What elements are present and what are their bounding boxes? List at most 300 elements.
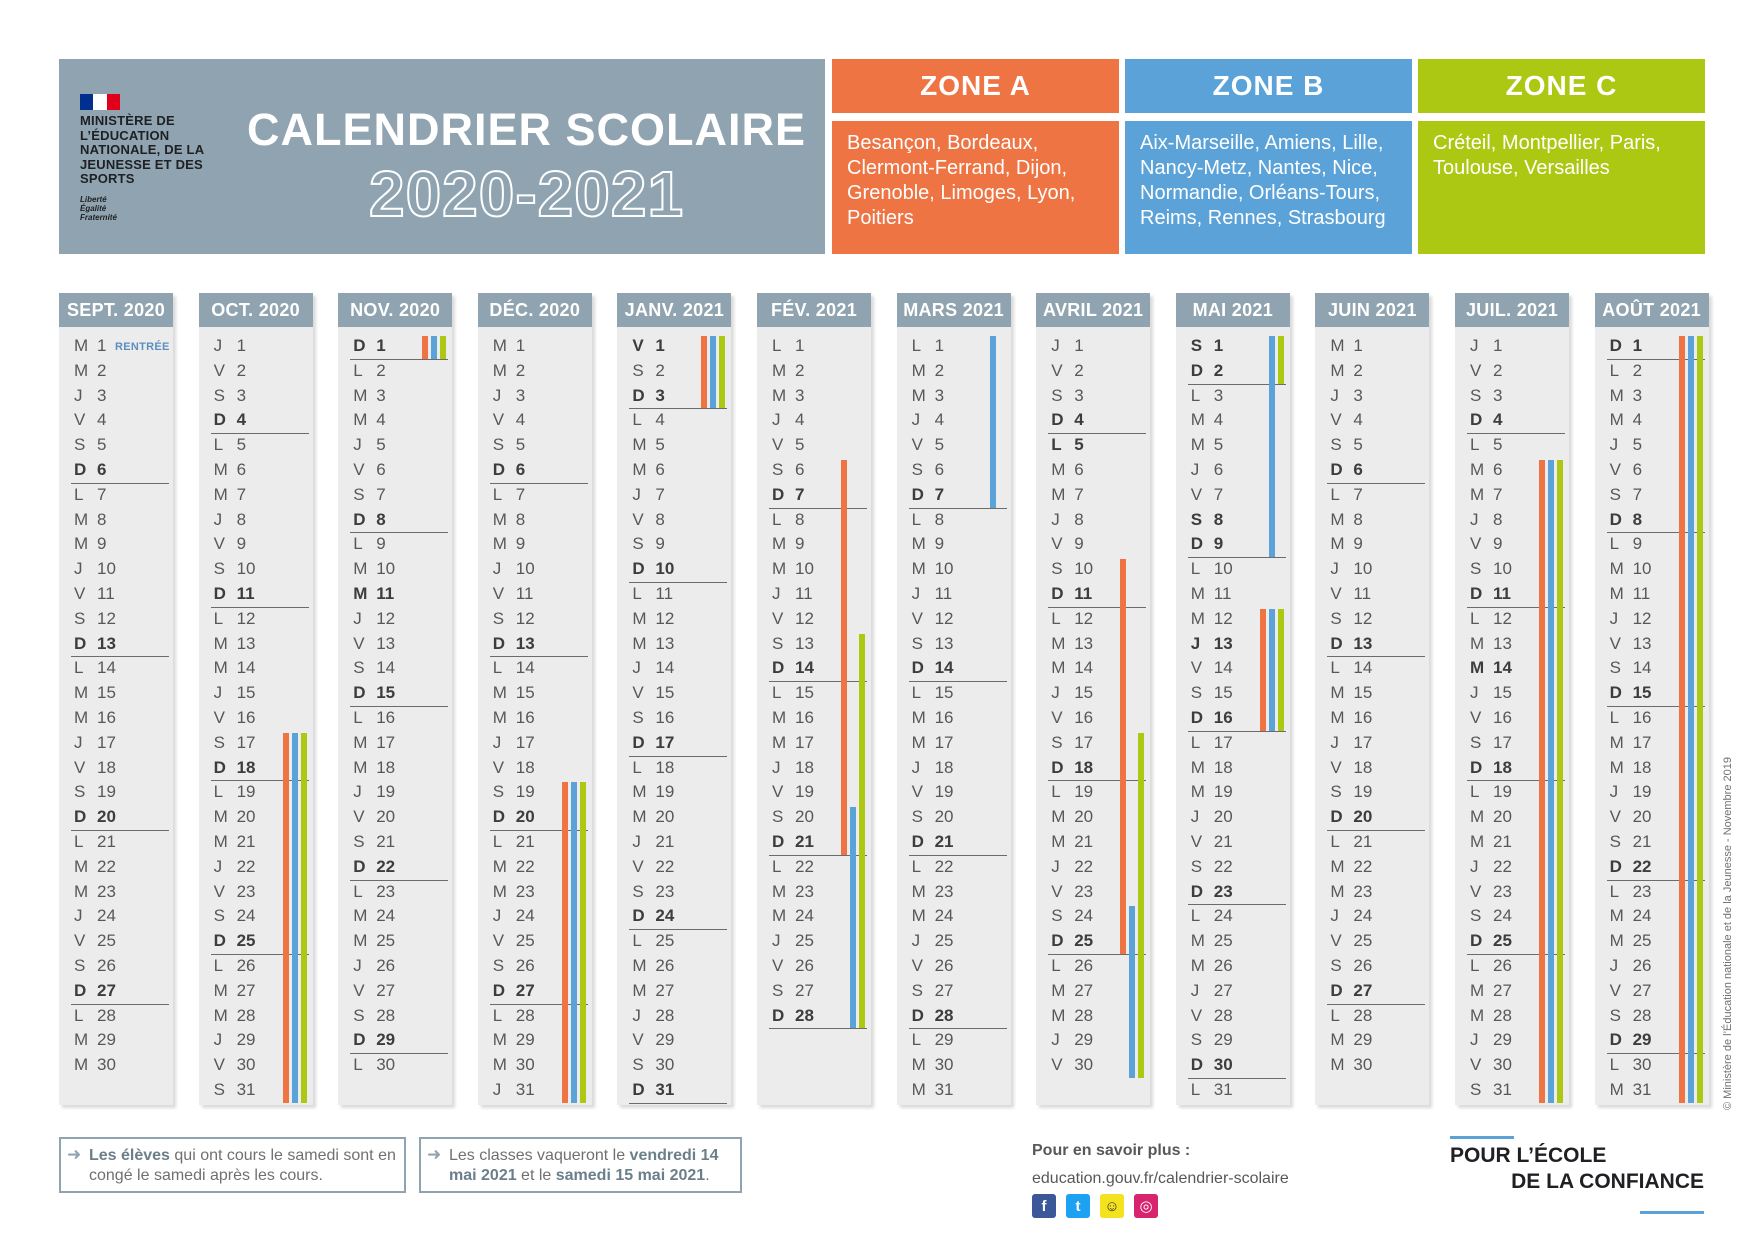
day-number: 16	[236, 708, 256, 727]
weekday-letter: J	[911, 757, 921, 777]
weekday-letter: L	[1470, 608, 1480, 628]
weekday-letter: V	[772, 608, 784, 628]
weekday-letter: M	[1051, 1005, 1066, 1025]
day-row	[897, 855, 1011, 880]
day-number: 22	[795, 856, 814, 876]
weekday-letter: D	[213, 757, 226, 777]
day-row	[338, 582, 452, 607]
day-row	[1315, 359, 1429, 384]
rentree-label: RENTRÉE	[115, 341, 170, 353]
day-row	[478, 433, 592, 458]
month-column	[59, 293, 173, 1105]
day-number: 10	[1632, 559, 1652, 579]
weekday-letter: D	[353, 856, 366, 876]
weekday-letter: L	[1190, 559, 1201, 579]
day-number: 28	[515, 1005, 535, 1025]
day-row	[1176, 805, 1290, 830]
day-number: 6	[934, 460, 945, 479]
day-row	[338, 1004, 452, 1029]
day-number: 21	[934, 832, 954, 851]
weekday-letter: D	[772, 832, 785, 851]
weekday-letter: S	[74, 435, 86, 455]
day-number: 29	[934, 1030, 954, 1050]
day-row	[1036, 433, 1150, 458]
weekday-letter: D	[74, 980, 87, 1000]
day-number: 25	[1493, 931, 1512, 951]
day-row	[478, 731, 592, 756]
day-row	[1315, 681, 1429, 706]
arrow-right-icon: ➜	[67, 1145, 82, 1164]
day-row	[1315, 731, 1429, 756]
day-number: 19	[1074, 782, 1094, 802]
weekday-letter: S	[632, 881, 644, 901]
day-number: 29	[515, 1030, 535, 1050]
day-row	[1315, 508, 1429, 533]
day-row	[1315, 830, 1429, 855]
day-number: 23	[97, 881, 116, 901]
day-row	[757, 607, 871, 632]
weekday-letter: M	[1609, 931, 1624, 951]
weekday-letter: V	[213, 881, 225, 901]
day-row	[1315, 483, 1429, 508]
day-row	[1315, 582, 1429, 607]
day-number: 31	[236, 1080, 256, 1099]
day-number: 29	[1213, 1030, 1233, 1050]
weekday-letter: M	[1609, 559, 1624, 579]
day-number: 30	[97, 1055, 116, 1075]
weekday-letter: V	[1330, 410, 1342, 430]
weekday-letter: M	[1470, 484, 1485, 504]
day-row	[897, 756, 1011, 781]
day-number: 30	[655, 1055, 675, 1075]
weekday-letter: J	[74, 385, 83, 405]
day-number: 9	[236, 534, 247, 554]
day-number: 30	[236, 1055, 256, 1075]
weekday-letter: S	[632, 1055, 644, 1075]
day-row	[1036, 830, 1150, 855]
day-number: 28	[1213, 1005, 1233, 1025]
weekday-letter: S	[911, 980, 923, 1000]
weekday-letter: M	[1609, 410, 1624, 430]
day-number: 19	[515, 782, 535, 802]
month-header: OCT. 2020	[199, 293, 313, 327]
day-number: 27	[97, 980, 116, 1000]
weekday-letter: D	[1470, 410, 1483, 430]
weekday-letter: L	[911, 856, 922, 876]
day-number: 20	[1632, 807, 1652, 827]
day-number: 1	[1213, 336, 1224, 355]
day-number: 28	[1353, 1005, 1373, 1025]
weekday-letter: D	[353, 336, 366, 355]
day-row	[1036, 508, 1150, 533]
day-row	[338, 384, 452, 409]
month-header: DÉC. 2020	[478, 293, 592, 327]
day-row	[617, 508, 731, 533]
day-number: 18	[1213, 757, 1233, 777]
weekday-letter: J	[492, 732, 502, 752]
day-number: 2	[97, 360, 107, 380]
day-number: 2	[795, 360, 805, 380]
day-row	[338, 904, 452, 929]
weekday-letter: M	[74, 509, 89, 529]
day-row	[1176, 830, 1290, 855]
day-number: 21	[795, 832, 814, 851]
weekday-letter: M	[772, 385, 787, 405]
day-row	[757, 384, 871, 409]
day-number: 4	[1632, 410, 1643, 430]
day-number: 2	[236, 360, 247, 380]
day-row	[59, 508, 173, 533]
weekday-letter: J	[492, 906, 502, 926]
weekday-letter: V	[772, 956, 784, 975]
day-row	[338, 656, 452, 681]
day-number: 21	[1074, 832, 1094, 851]
day-number: 23	[1353, 881, 1373, 901]
day-row	[1315, 780, 1429, 805]
day-number: 28	[934, 1005, 954, 1025]
weekday-letter: J	[213, 509, 223, 529]
weekday-letter: L	[772, 856, 782, 876]
day-row	[617, 483, 731, 508]
day-number: 16	[97, 708, 116, 727]
day-row	[1036, 855, 1150, 880]
day-number: 16	[1493, 708, 1512, 727]
day-number: 13	[1493, 633, 1512, 653]
day-number: 2	[515, 360, 526, 380]
day-row	[1036, 805, 1150, 830]
day-number: 27	[515, 980, 535, 1000]
month-header: MAI 2021	[1176, 293, 1290, 327]
weekday-letter: L	[1190, 906, 1201, 926]
weekday-letter: V	[1330, 757, 1342, 777]
day-row	[757, 408, 871, 433]
weekday-letter: S	[1330, 782, 1342, 802]
day-number: 15	[1493, 683, 1512, 703]
zone-b-title: ZONE B	[1125, 59, 1412, 113]
day-row	[757, 756, 871, 781]
day-number: 8	[236, 509, 247, 529]
weekday-letter: M	[353, 732, 368, 752]
weekday-letter: S	[74, 782, 86, 802]
weekday-letter: S	[1190, 1030, 1203, 1050]
day-number: 11	[795, 584, 813, 603]
day-number: 12	[795, 608, 814, 628]
weekday-letter: S	[353, 832, 365, 851]
vacation-bar-zone-b	[1269, 609, 1275, 731]
day-row	[757, 359, 871, 384]
day-row	[59, 607, 173, 632]
day-row	[59, 557, 173, 582]
weekday-letter: M	[213, 980, 228, 1000]
day-number: 3	[1493, 385, 1503, 405]
day-row	[478, 359, 592, 384]
day-row	[59, 805, 173, 830]
day-row	[338, 929, 452, 954]
weekday-letter: M	[911, 732, 926, 752]
day-row	[1455, 408, 1569, 433]
weekday-letter: M	[492, 509, 507, 529]
day-number: 22	[236, 856, 256, 876]
day-number: 20	[1074, 807, 1094, 827]
day-row	[59, 408, 173, 433]
day-row	[59, 532, 173, 557]
day-number: 22	[1493, 856, 1512, 876]
day-row	[478, 656, 592, 681]
day-row	[59, 706, 173, 731]
vacation-bar-zone-c	[859, 634, 865, 1029]
day-number: 9	[1493, 534, 1503, 554]
day-number: 14	[376, 658, 396, 678]
slogan-line-1: POUR L’ÉCOLE	[1450, 1144, 1607, 1167]
day-number: 12	[1632, 608, 1652, 628]
weekday-letter: D	[632, 906, 645, 926]
weekday-letter: M	[1330, 534, 1345, 554]
weekday-letter: V	[1190, 484, 1203, 504]
slogan-accent-top	[1450, 1136, 1514, 1139]
vacation-bar-zone-b	[1129, 906, 1135, 1078]
day-number: 3	[1074, 385, 1084, 405]
weekday-letter: L	[492, 484, 503, 504]
day-number: 16	[795, 708, 814, 727]
day-row	[199, 483, 313, 508]
weekday-letter: L	[353, 708, 363, 727]
weekday-letter: M	[1609, 584, 1624, 603]
day-row	[1455, 384, 1569, 409]
weekday-letter: D	[74, 633, 87, 653]
weekday-letter: M	[911, 559, 926, 579]
day-number: 16	[515, 708, 535, 727]
weekday-letter: D	[1470, 584, 1483, 603]
weekday-letter: M	[74, 534, 89, 554]
day-number: 24	[97, 906, 116, 926]
weekday-letter: M	[353, 931, 368, 951]
weekday-letter: M	[772, 708, 787, 727]
day-number: 12	[236, 608, 256, 628]
weekday-letter: M	[632, 460, 647, 479]
weekday-letter: L	[1051, 435, 1062, 455]
weekday-letter: J	[1330, 906, 1339, 926]
month-column	[478, 293, 592, 1105]
day-number: 3	[934, 385, 945, 405]
day-row	[617, 830, 731, 855]
facebook-icon[interactable]: f	[1032, 1194, 1056, 1218]
day-row	[338, 855, 452, 880]
day-number: 8	[655, 509, 665, 529]
weekday-letter: D	[632, 559, 645, 579]
day-number: 18	[1074, 757, 1094, 777]
day-number: 27	[1353, 980, 1373, 1000]
weekday-letter: V	[353, 807, 365, 827]
day-row	[897, 656, 1011, 681]
weekday-letter: M	[213, 633, 228, 653]
day-number: 25	[376, 931, 396, 951]
day-number: 24	[1213, 906, 1233, 926]
day-row	[478, 532, 592, 557]
day-row	[59, 433, 173, 458]
weekday-letter: M	[1051, 460, 1066, 479]
day-number: 16	[1074, 708, 1094, 727]
day-number: 13	[236, 633, 256, 653]
day-row	[478, 458, 592, 483]
weekday-letter: M	[1609, 1080, 1624, 1099]
slogan-line-2: DE LA CONFIANCE	[1511, 1170, 1704, 1193]
day-number: 20	[1213, 807, 1233, 827]
day-number: 25	[795, 931, 814, 951]
day-number: 18	[515, 757, 535, 777]
day-number: 29	[97, 1030, 116, 1050]
day-number: 3	[236, 385, 247, 405]
day-number: 8	[376, 509, 386, 529]
day-row	[338, 408, 452, 433]
weekday-letter: L	[1470, 782, 1480, 802]
day-number: 12	[1493, 608, 1512, 628]
weekday-letter: S	[772, 460, 784, 479]
weekday-letter: M	[492, 708, 507, 727]
weekday-letter: V	[213, 1055, 225, 1075]
day-row	[1315, 805, 1429, 830]
day-number: 22	[1353, 856, 1373, 876]
day-number: 19	[795, 782, 814, 802]
day-number: 6	[376, 460, 386, 479]
day-number: 4	[515, 410, 526, 430]
day-number: 5	[1493, 435, 1503, 455]
weekday-letter: M	[1609, 385, 1624, 405]
day-row	[757, 706, 871, 731]
weekday-letter: M	[632, 807, 647, 827]
more-info-link[interactable]: education.gouv.fr/calendrier-scolaire	[1032, 1170, 1289, 1187]
weekday-letter: D	[1051, 584, 1064, 603]
day-row	[59, 483, 173, 508]
zone-a-title: ZONE A	[832, 59, 1119, 113]
day-row	[338, 632, 452, 657]
weekday-letter: S	[1051, 559, 1063, 579]
day-number: 24	[515, 906, 535, 926]
weekday-letter: V	[74, 584, 86, 603]
vacation-bar-zone-a	[422, 336, 428, 359]
day-number: 19	[1353, 782, 1373, 802]
day-number: 9	[655, 534, 665, 554]
day-number: 6	[1074, 460, 1084, 479]
weekday-letter: D	[911, 484, 924, 504]
weekday-letter: J	[1051, 336, 1060, 355]
weekday-letter: J	[632, 484, 641, 504]
day-number: 10	[795, 559, 814, 579]
weekday-letter: D	[1190, 708, 1204, 727]
day-row	[1455, 433, 1569, 458]
day-row	[897, 954, 1011, 979]
day-number: 15	[97, 683, 116, 703]
weekday-letter: J	[1051, 509, 1060, 529]
day-row	[617, 979, 731, 1004]
day-number: 27	[1632, 980, 1652, 1000]
twitter-icon[interactable]: t	[1066, 1194, 1090, 1218]
weekday-letter: V	[74, 931, 86, 951]
weekday-letter: M	[213, 832, 228, 851]
snapchat-icon[interactable]: ☺	[1100, 1194, 1124, 1218]
day-number: 25	[655, 931, 675, 951]
weekday-letter: S	[1470, 732, 1482, 752]
day-row	[59, 954, 173, 979]
day-number: 11	[934, 584, 953, 603]
day-row	[617, 557, 731, 582]
weekday-letter: M	[1609, 906, 1624, 926]
weekday-letter: M	[492, 1055, 507, 1075]
weekday-letter: S	[1051, 732, 1063, 752]
day-row	[1315, 532, 1429, 557]
day-row	[199, 359, 313, 384]
instagram-icon[interactable]: ◎	[1134, 1194, 1158, 1218]
day-number: 30	[1493, 1055, 1512, 1075]
day-number: 21	[655, 832, 675, 851]
day-row	[897, 1053, 1011, 1078]
weekday-letter: M	[353, 385, 368, 405]
weekday-letter: L	[1190, 385, 1201, 405]
day-row	[338, 731, 452, 756]
weekday-letter: D	[1330, 460, 1343, 479]
day-number: 15	[376, 683, 396, 703]
weekday-letter: L	[1051, 956, 1061, 975]
day-number: 10	[1353, 559, 1373, 579]
day-number: 21	[236, 832, 256, 851]
weekday-letter: L	[74, 1005, 84, 1025]
day-row	[897, 532, 1011, 557]
weekday-letter: J	[772, 410, 781, 430]
day-number: 20	[515, 807, 535, 827]
day-number: 14	[97, 658, 116, 678]
month-header: JUIN 2021	[1315, 293, 1429, 327]
weekday-letter: S	[911, 633, 923, 653]
weekday-letter: D	[1190, 1055, 1204, 1075]
school-year: 2020-2021	[368, 158, 685, 230]
day-row	[59, 681, 173, 706]
day-number: 27	[376, 980, 396, 1000]
weekday-letter: S	[74, 956, 86, 975]
weekday-letter: L	[1609, 1055, 1620, 1075]
day-row	[478, 607, 592, 632]
weekday-letter: V	[911, 782, 923, 802]
day-number: 29	[236, 1030, 256, 1050]
day-number: 19	[1213, 782, 1233, 802]
day-number: 7	[934, 484, 945, 504]
weekday-letter: L	[353, 534, 363, 554]
weekday-letter: D	[1609, 856, 1622, 876]
ministry-name: MINISTÈRE DE L’ÉDUCATION NATIONALE, DE LA JEUNESSE ET DES SPORTS	[80, 113, 204, 186]
day-number: 15	[515, 683, 535, 703]
weekday-letter: S	[213, 385, 225, 405]
day-number: 3	[1632, 385, 1643, 405]
zone-c-title: ZONE C	[1418, 59, 1705, 113]
weekday-letter: V	[1470, 1055, 1482, 1075]
day-row	[617, 880, 731, 905]
month-column	[1176, 293, 1290, 1105]
day-number: 28	[1493, 1005, 1512, 1025]
day-row	[897, 632, 1011, 657]
day-row	[59, 731, 173, 756]
day-number: 15	[655, 683, 675, 703]
weekday-letter: D	[1470, 757, 1483, 777]
weekday-letter: J	[1470, 1030, 1479, 1050]
weekday-letter: L	[1330, 1005, 1340, 1025]
vacation-bar-zone-b	[1269, 336, 1275, 557]
day-row	[757, 780, 871, 805]
weekday-letter: J	[213, 856, 223, 876]
weekday-letter: M	[1190, 782, 1205, 802]
day-number: 10	[1074, 559, 1094, 579]
day-number: 11	[1632, 584, 1651, 603]
day-row	[1176, 954, 1290, 979]
day-row	[1036, 607, 1150, 632]
weekday-letter: S	[1470, 1080, 1482, 1099]
